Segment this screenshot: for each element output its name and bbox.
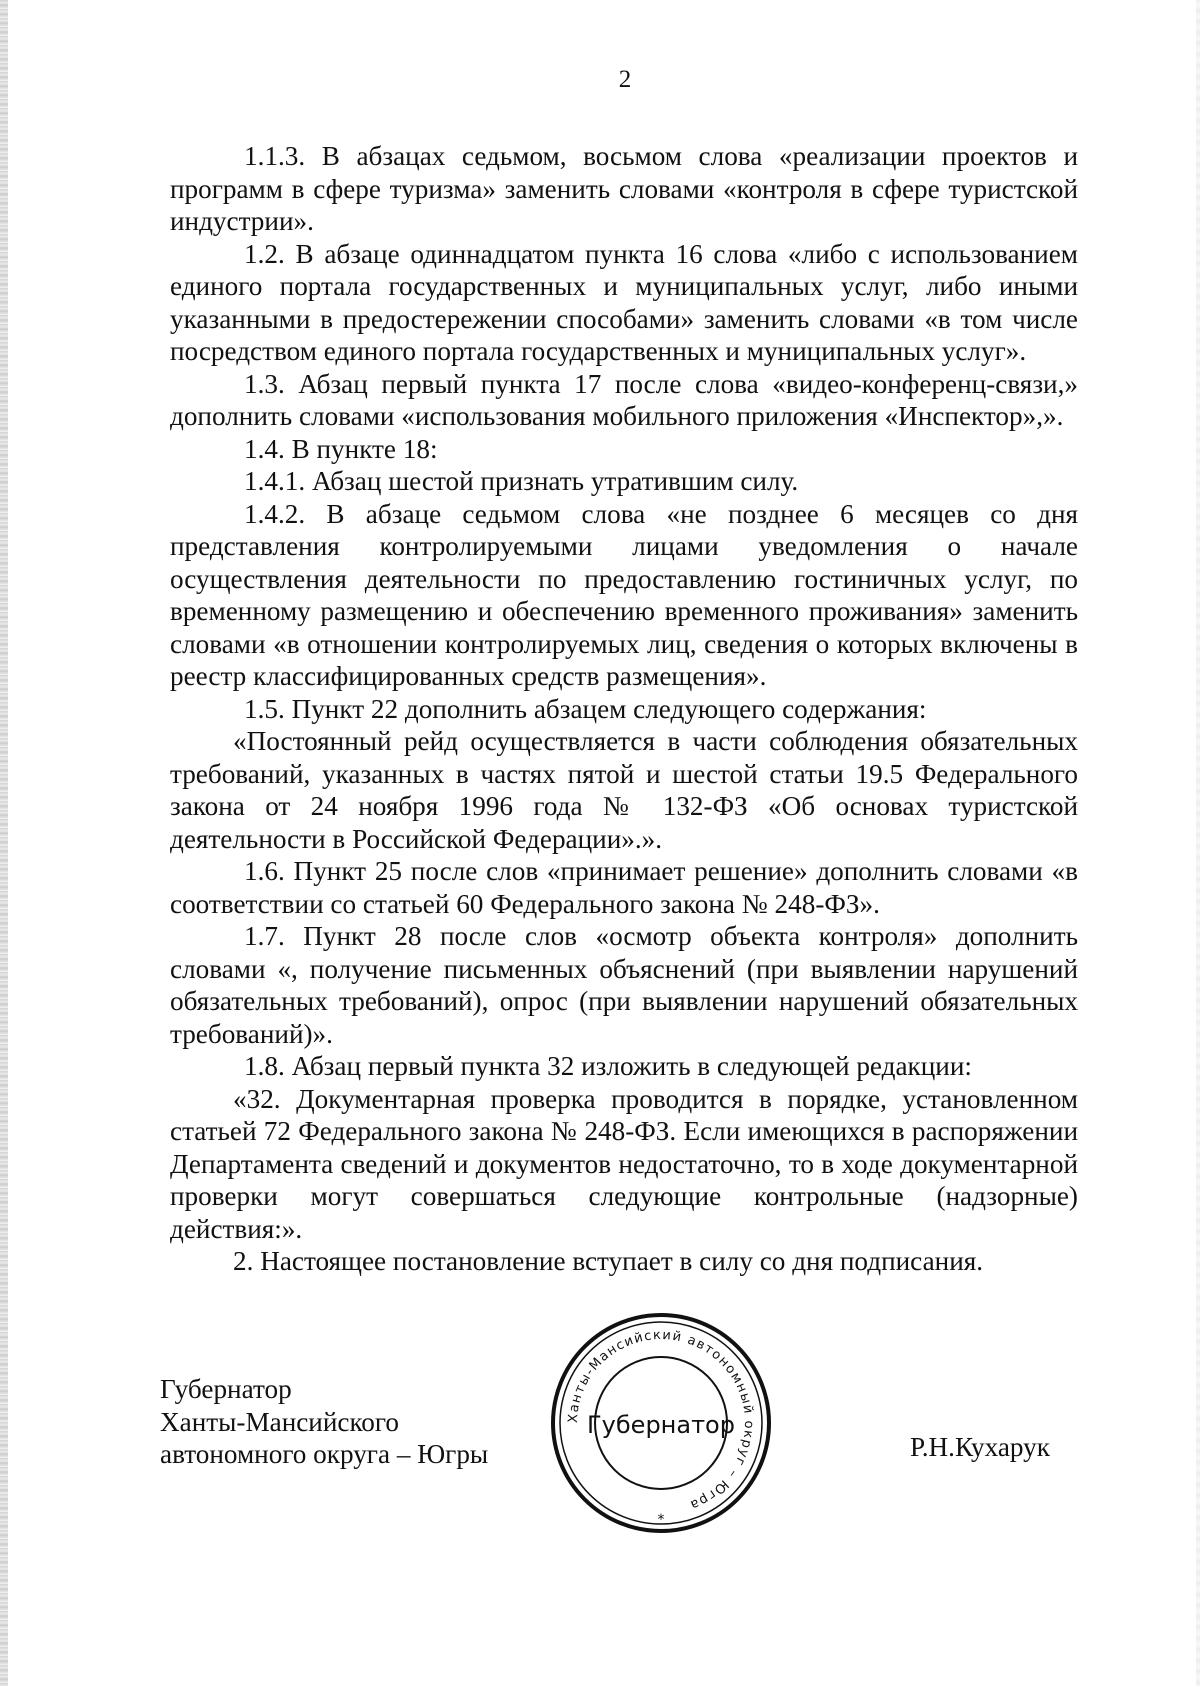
- paragraph-1-5: 1.5. Пункт 22 дополнить абзацем следующего содержания:: [244, 693, 927, 724]
- seal-center-text: Губернатор: [587, 1411, 735, 1439]
- paragraph-1-1-3: 1.1.3. В абзацах седьмом, восьмом слова «реализации проектов и программ в сфере туризма» заменить словами «контроля в сфере туристской индустрии».: [170, 141, 1078, 236]
- signature-okrug: автономного округа – Югры: [160, 1439, 489, 1469]
- paragraph-1-8-quote: «32. Документарная проверка проводится в порядке, установленном статьей 72 Федерального закона № 248-ФЗ. Если имеющихся в распоряжении Департамента сведений и документов недостаточно, то в ходе документарной проверки могут совершаться следующие контрольные (надзорные) действия:».: [170, 1083, 1078, 1244]
- seal-star: *: [657, 1512, 665, 1528]
- paragraph-1-3: 1.3. Абзац первый пункта 17 после слова «видео-конференц-связи,» дополнить словами «использования мобильного приложения «Инспектор»,».: [170, 368, 1078, 431]
- paragraph-1-6: 1.6. Пункт 25 после слов «принимает решение» дополнить словами «в соответствии со статьей 60 Федерального закона № 248-ФЗ».: [170, 856, 1078, 919]
- document-body: [170, 140, 1078, 1278]
- paragraph-1-7: 1.7. Пункт 28 после слов «осмотр объекта контроля» дополнить словами «, получение письменных объяснений (при выявлении нарушений обязательных требований), опрос (при выявлении нарушений обязательных требований)».: [170, 921, 1078, 1049]
- scan-left-edge: [0, 0, 8, 1686]
- signer-name: Р.Н.Кухарук: [910, 1432, 1050, 1462]
- signature-title: Губернатор: [160, 1374, 292, 1404]
- paragraph-1-4-2: 1.4.2. В абзаце седьмом слова «не позднее 6 месяцев со дня представления контролируемыми лицами уведомления о начале осуществления деятельности по предоставлению гостиничных услуг, по временному размещению и обеспечению временного проживания» заменить словами «в отношении контролируемых лиц, сведения о которых включены в реестр классифицированных средств размещения».: [170, 498, 1078, 691]
- seal-stamp-graphic: [548, 1310, 774, 1536]
- seal-ring-text: Ханты-Мансийский автономный округ – Югра: [565, 1327, 757, 1513]
- scan-right-edge: [1196, 0, 1200, 1686]
- signature-block: [160, 1373, 488, 1471]
- paragraph-2: 2. Настоящее постановление вступает в силу со дня подписания.: [233, 1246, 984, 1276]
- paragraph-1-4-1: 1.4.1. Абзац шестой признать утратившим силу.: [244, 466, 799, 496]
- signature-region: Ханты-Мансийского: [160, 1406, 399, 1437]
- official-seal: [548, 1310, 774, 1536]
- paragraph-1-4: 1.4. В пункте 18:: [244, 433, 438, 464]
- paragraph-1-2: 1.2. В абзаце одиннадцатом пункта 16 слова «либо с использованием единого портала государственных и муниципальных услуг, либо иными указанными в предостережении способами» заменить словами «в том числе посредством единого портала государственных и муниципальных услуг».: [170, 238, 1078, 366]
- paragraph-1-8: 1.8. Абзац первый пункта 32 изложить в следующей редакции:: [244, 1051, 972, 1081]
- page-number: 2: [618, 66, 632, 93]
- paragraph-1-5-quote: «Постоянный рейд осуществляется в части соблюдения обязательных требований, указанных в частях пятой и шестой статьи 19.5 Федерального закона от 24 ноября 1996 года № 132-ФЗ «Об основах туристской деятельности в Российской Федерации».».: [170, 726, 1078, 854]
